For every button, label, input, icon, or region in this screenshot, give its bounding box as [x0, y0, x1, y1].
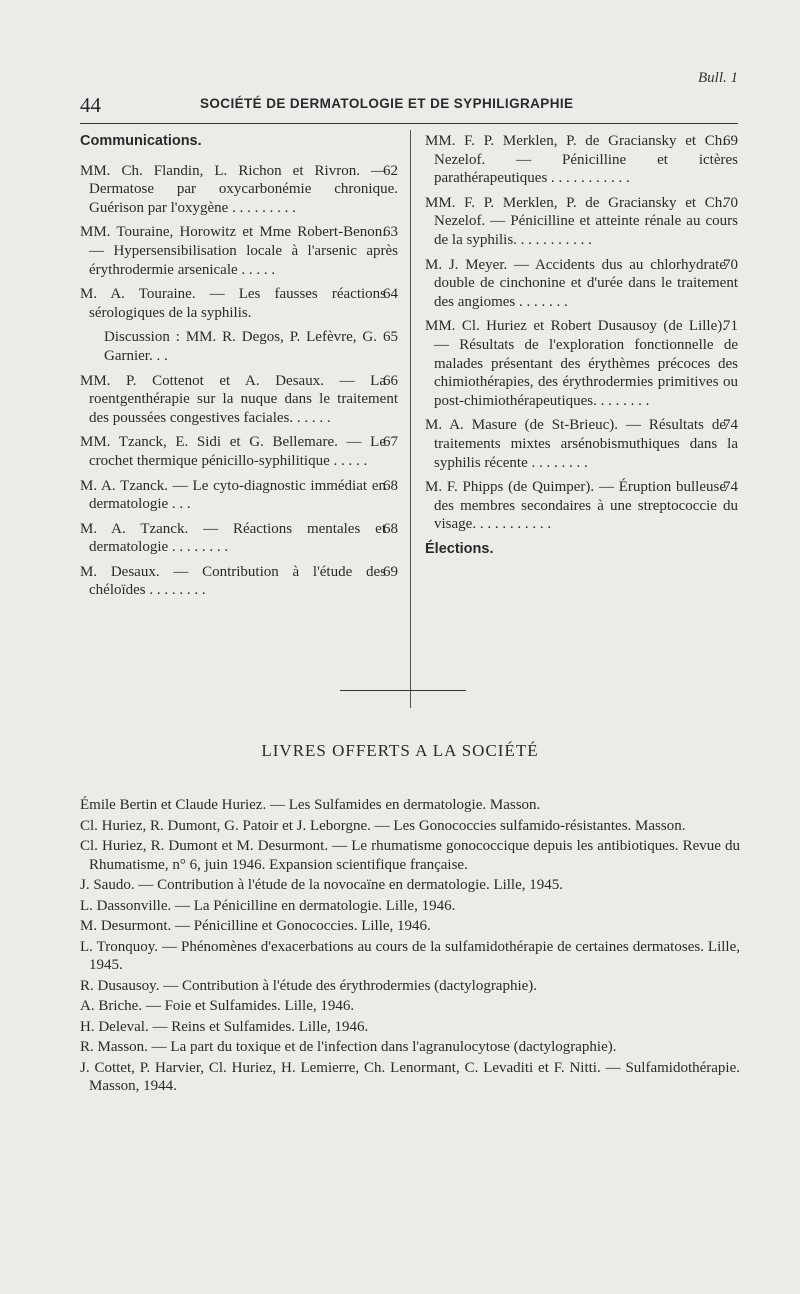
book-entry: M. Desurmont. — Pénicilline et Gonococcies. Lille, 1946. — [80, 918, 431, 934]
toc-entry — [80, 372, 398, 428]
corner-note: Bull. 1 — [698, 70, 738, 86]
books-list — [80, 796, 740, 1098]
toc-entry-text: MM. P. Cottenot et A. Desaux. — La roentgenthérapie sur la nuque dans le traitement des poussées congestives faciales. . . . . . — [80, 372, 398, 426]
book-entry: R. Masson. — La part du toxique et de l'infection dans l'agranulocytose (dactylographie). — [80, 1039, 617, 1055]
toc-page-number: 74 — [723, 417, 738, 434]
toc-entry-text: MM. F. P. Merklen, P. de Graciansky et Ch. Nezelof. — Pénicilline et atteinte rénale au cours de la syphilis. . . . . . . . . . . — [425, 194, 738, 248]
book-entry: Cl. Huriez, R. Dumont, G. Patoir et J. Leborgne. — Les Gonococcies sulfamido-résistantes. Masson. — [80, 817, 686, 834]
toc-entry-text: MM. Ch. Flandin, L. Richon et Rivron. — Dermatose par oxycarbonémie chronique. Guérison par l'oxygène . . . . . . . . . — [80, 162, 398, 216]
toc-entry-text: MM. Cl. Huriez et Robert Dusausoy (de Lille). — Résultats de l'exploration fonctionnelle de malades présentant des érythèmes précoces des chimiothérapies, des érythrodermies primitives ou post-chimiothérapeutiques. . . . . . . . — [425, 318, 738, 409]
toc-page-number: 65 — [383, 329, 398, 346]
toc-page-number: 71 — [723, 318, 738, 335]
left-entries — [80, 162, 398, 600]
toc-page-number: 69 — [383, 563, 398, 580]
book-entry: L. Dassonville. — La Pénicilline en dermatologie. Lille, 1946. — [80, 897, 456, 914]
toc-entry-text: MM. F. P. Merklen, P. de Graciansky et Ch. Nezelof. — Pénicilline et ictères parathérapeutiques . . . . . . . . . . . — [425, 133, 738, 187]
book-entry: R. Dusausoy. — Contribution à l'étude des érythrodermies (dactylographie). — [80, 977, 538, 994]
toc-entry — [80, 563, 398, 600]
elections-title: Élections. — [425, 540, 494, 557]
communications-right-column — [425, 132, 738, 569]
book-entry: A. Briche. — Foie et Sulfamides. Lille, 1946. — [80, 998, 355, 1014]
toc-entry — [425, 317, 738, 410]
book-entry: H. Deleval. — Reins et Sulfamides. Lille, 1946. — [80, 1018, 369, 1035]
toc-entry — [80, 477, 398, 514]
toc-entry-text: Discussion : MM. R. Degos, P. Lefèvre, G. Garnier. . . — [104, 329, 377, 364]
book-entry: L. Tronquoy. — Phénomènes d'exacerbations au cours de la sulfamidothérapie de certaines dermatoses. Lille, 1945. — [80, 938, 740, 973]
toc-entry — [80, 433, 398, 470]
book-entry: J. Cottet, P. Harvier, Cl. Huriez, H. Lemierre, Ch. Lenormant, C. Levaditi et F. Nitti. — Sulfamidothérapie. Masson, 1944. — [80, 1059, 740, 1094]
running-title: SOCIÉTÉ DE DERMATOLOGIE ET DE SYPHILIGRAPHIE — [200, 96, 574, 111]
toc-entry-text: M. A. Masure (de St-Brieuc). — Résultats de traitements mixtes arsénobismuthiques dans la syphilis récente . . . . . . . . — [425, 417, 738, 471]
toc-entry — [80, 285, 398, 322]
books-heading: LIVRES OFFERTS A LA SOCIÉTÉ — [261, 741, 539, 760]
book-entry: Émile Bertin et Claude Huriez. — Les Sulfamides en dermatologie. Masson. — [80, 797, 541, 813]
toc-entry-text: M. J. Meyer. — Accidents dus au chlorhydrate double de cinchonine et d'urée dans le traitement des angiomes . . . . . . . — [425, 256, 738, 310]
toc-entry — [425, 132, 738, 188]
toc-page-number: 69 — [723, 133, 738, 149]
toc-page-number: 64 — [383, 286, 398, 303]
toc-entry — [80, 223, 398, 279]
toc-entry — [80, 328, 398, 365]
toc-entry-text: M. A. Tzanck. — Le cyto-diagnostic immédiat en dermatologie . . . — [80, 477, 386, 513]
communications-left-column — [80, 132, 398, 606]
right-entries — [425, 132, 738, 534]
toc-page-number: 67 — [383, 434, 398, 451]
section-rule — [340, 690, 466, 691]
toc-entry-text: M. A. Touraine. — Les fausses réactions sérologiques de la syphilis. — [80, 286, 386, 321]
toc-entry — [425, 194, 738, 250]
toc-page-number: 68 — [383, 520, 398, 537]
toc-page-number: 63 — [383, 224, 398, 241]
communications-title: Communications. — [80, 133, 202, 149]
toc-page-number: 70 — [723, 256, 738, 273]
toc-entry — [425, 416, 738, 472]
toc-entry-text: MM. Touraine, Horowitz et Mme Robert-Benon. — Hypersensibilisation locale à l'arsenic après érythrodermie arsenicale . . . . . — [80, 224, 398, 278]
toc-entry — [425, 256, 738, 312]
book-entry: Cl. Huriez, R. Dumont et M. Desurmont. — Le rhumatisme gonococcique depuis les antibiotiques. Revue du Rhumatisme, n° 6, juin 1946. Expansion scientifique française. — [80, 838, 740, 873]
page-number: 44 — [80, 93, 101, 117]
column-divider — [410, 130, 411, 708]
toc-page-number: 70 — [723, 194, 738, 211]
toc-page-number: 66 — [383, 372, 398, 389]
toc-entry-text: M. F. Phipps (de Quimper). — Éruption bulleuse des membres secondaires à une streptococcie du visage. . . . . . . . . . . — [425, 479, 738, 533]
toc-entry — [80, 162, 398, 218]
toc-page-number: 74 — [723, 479, 738, 496]
toc-entry — [80, 520, 398, 557]
toc-entry — [425, 478, 738, 534]
header-rule — [80, 123, 738, 124]
toc-entry-text: M. A. Tzanck. — Réactions mentales et dermatologie . . . . . . . . — [80, 520, 386, 556]
toc-page-number: 68 — [383, 477, 398, 494]
book-entry: J. Saudo. — Contribution à l'étude de la novocaïne en dermatologie. Lille, 1945. — [80, 877, 564, 893]
toc-entry-text: M. Desaux. — Contribution à l'étude des chéloïdes . . . . . . . . — [80, 563, 386, 599]
toc-page-number: 62 — [383, 162, 398, 179]
toc-entry-text: MM. Tzanck, E. Sidi et G. Bellemare. — Le crochet thermique pénicillo-syphilitique . . . . . — [80, 434, 386, 469]
